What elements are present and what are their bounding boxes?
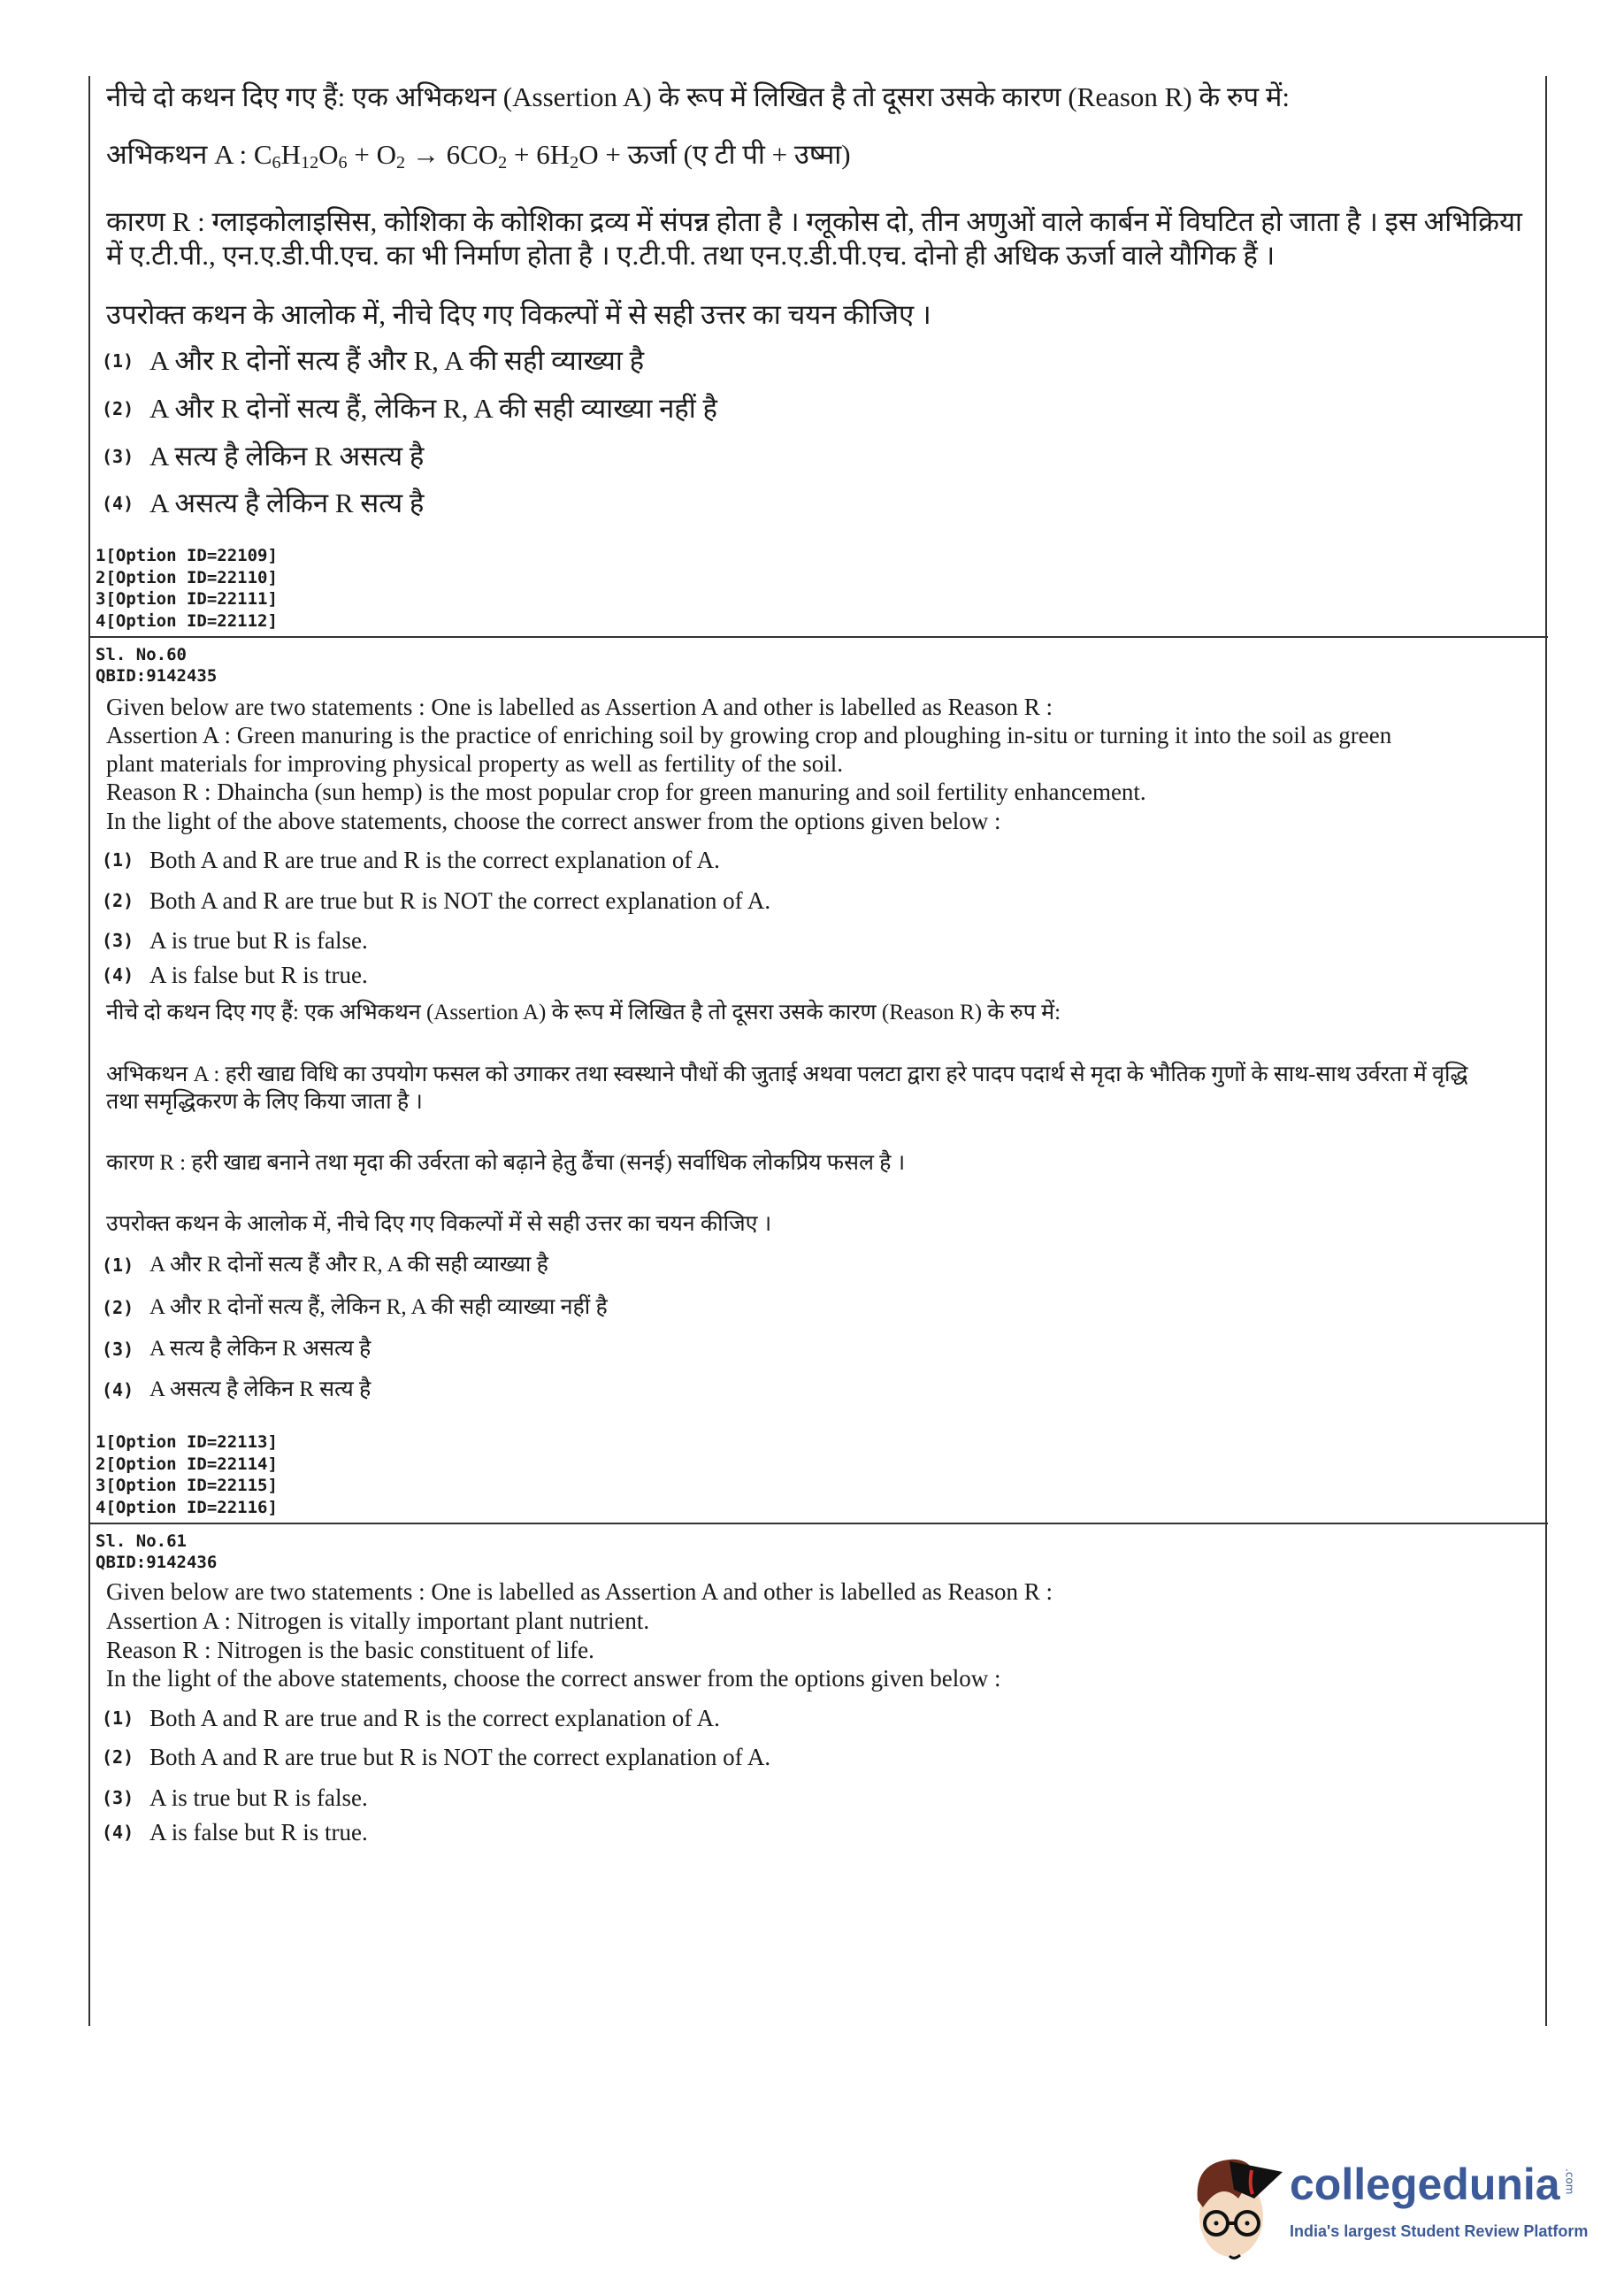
option-number: (3) — [102, 1787, 134, 1808]
option-number: (4) — [102, 493, 134, 514]
option-number: (4) — [102, 1379, 134, 1400]
option-id: 2[Option ID=22114] — [96, 1454, 278, 1474]
right-border — [1545, 76, 1547, 2026]
brand-tagline: India's largest Student Review Platform — [1290, 2222, 1589, 2240]
option-id: 3[Option ID=22111] — [96, 589, 278, 609]
option-number: (3) — [102, 446, 134, 467]
option-text: Both A and R are true and R is the correct explanation of A. — [149, 1705, 720, 1731]
option-number: (1) — [102, 350, 134, 372]
hindi-assertion-line: तथा समृद्धिकरण के लिए किया जाता है । — [106, 1090, 423, 1114]
option-text: Both A and R are true but R is NOT the correct explanation of A. — [149, 887, 771, 914]
option-number: (1) — [102, 1255, 134, 1276]
option-text: A is false but R is true. — [149, 962, 368, 988]
brand-domain: .com — [1563, 2168, 1576, 2195]
option-text: A is true but R is false. — [149, 1784, 368, 1811]
question-line: Assertion A : Nitrogen is vitally important plant nutrient. — [106, 1608, 650, 1634]
serial-number: Sl. No.60 — [96, 645, 187, 664]
option-number: (1) — [102, 1707, 134, 1729]
question-line: In the light of the above statements, choose the correct answer from the options given below : — [106, 1665, 1001, 1692]
collegedunia-logo — [1185, 2145, 1619, 2265]
student-mascot-icon — [1185, 2145, 1291, 2265]
option-number: (4) — [102, 1822, 134, 1843]
option-number: (3) — [102, 930, 134, 951]
option-id: 4[Option ID=22116] — [96, 1498, 278, 1517]
brand-name: collegedunia — [1290, 2160, 1560, 2209]
question-line: In the light of the above statements, choose the correct answer from the options given below : — [106, 808, 1001, 834]
option-id: 3[Option ID=22115] — [96, 1476, 278, 1495]
option-id: 4[Option ID=22112] — [96, 611, 278, 631]
section-divider — [89, 1523, 1548, 1524]
option-number: (2) — [102, 398, 134, 419]
left-border — [88, 76, 90, 2026]
question-line: Given below are two statements : One is labelled as Assertion A and other is labelled as Reason R : — [106, 1578, 1053, 1605]
option-id: 1[Option ID=22113] — [96, 1432, 278, 1452]
question-line: plant materials for improving physical property as well as fertility of the soil. — [106, 750, 844, 777]
q59-reason-line: में ए.टी.पी., एन.ए.डी.पी.एच. का भी निर्माण होता है । ए.टी.पी. तथा एन.ए.डी.पी.एच. दोनो ही अधिक ऊर्जा वाले यौगिक हैं । — [106, 240, 1275, 271]
q59-instruction: उपरोक्त कथन के आलोक में, नीचे दिए गए विकल्पों में से सही उत्तर का चयन कीजिए । — [106, 299, 931, 330]
qbid: QBID:9142436 — [96, 1553, 218, 1572]
option-text: A is false but R is true. — [149, 1819, 368, 1845]
option-text: A is true but R is false. — [149, 927, 368, 954]
option-text: A और R दोनों सत्य हैं, लेकिन R, A की सही व्याख्या नहीं है — [149, 1295, 608, 1319]
q59-assertion: अभिकथन A : $C_6H_{12}O_6 + O_2 \to 6CO_2 + 6H_2O$ + ऊर्जा (ए टी पी + उष्मा) — [106, 139, 851, 173]
option-number: (3) — [102, 1339, 134, 1360]
section-divider — [89, 636, 1548, 638]
option-text: A असत्य है लेकिन R सत्य है — [149, 487, 425, 518]
hindi-intro: नीचे दो कथन दिए गए हैं: एक अभिकथन (Assertion A) के रूप में लिखित है तो दूसरा उसके कारण (Reason R) के रुप में: — [106, 1001, 1061, 1024]
question-line: Given below are two statements : One is labelled as Assertion A and other is labelled as Reason R : — [106, 694, 1053, 720]
option-number: (1) — [102, 849, 134, 871]
question-line: Assertion A : Green manuring is the practice of enriching soil by growing crop and ploughing in-situ or turning it into the soil as green — [106, 722, 1392, 748]
option-number: (2) — [102, 1297, 134, 1318]
option-number: (4) — [102, 964, 134, 986]
option-text: A असत्य है लेकिन R सत्य है — [149, 1377, 372, 1401]
hindi-assertion-line: अभिकथन A : हरी खाद्य विधि का उपयोग फसल को उगाकर तथा स्वस्थाने पौधों की जुताई अथवा पलटा द्वारा हरे पादप पदार्थ से मृदा के भौतिक गुणों के साथ-साथ उर्वरता में वृद्धि — [106, 1063, 1468, 1086]
serial-number: Sl. No.61 — [96, 1531, 187, 1551]
option-text: A और R दोनों सत्य हैं, लेकिन R, A की सही व्याख्या नहीं है — [149, 393, 718, 424]
option-number: (2) — [102, 1746, 134, 1768]
question-line: Reason R : Dhaincha (sun hemp) is the most popular crop for green manuring and soil fertility enhancement. — [106, 779, 1146, 805]
option-text: A और R दोनों सत्य हैं और R, A की सही व्याख्या है — [149, 345, 645, 376]
option-text: A और R दोनों सत्य हैं और R, A की सही व्याख्या है — [149, 1253, 548, 1277]
brand-row — [1290, 2158, 1576, 2211]
option-id: 2[Option ID=22110] — [96, 568, 278, 587]
option-text: A सत्य है लेकिन R असत्य है — [149, 1337, 372, 1361]
question-line: Reason R : Nitrogen is the basic constituent of life. — [106, 1637, 594, 1663]
option-number: (2) — [102, 890, 134, 911]
option-id: 1[Option ID=22109] — [96, 546, 278, 565]
option-text: Both A and R are true and R is the correct explanation of A. — [149, 847, 720, 873]
option-text: Both A and R are true but R is NOT the correct explanation of A. — [149, 1744, 771, 1770]
q59-intro: नीचे दो कथन दिए गए हैं: एक अभिकथन (Assertion A) के रूप में लिखित है तो दूसरा उसके कारण (Reason R) के रुप में: — [106, 81, 1291, 112]
q59-reason-line: कारण R : ग्लाइकोलाइसिस, कोशिका के कोशिका द्रव्य में संपन्न होता है । ग्लूकोस दो, तीन अणुओं वाले कार्बन में विघटित हो जाता है । इस अभिक्रिया — [106, 206, 1522, 237]
hindi-reason: कारण R : हरी खाद्य बनाने तथा मृदा की उर्वरता को बढ़ाने हेतु ढैंचा (सनई) सर्वाधिक लोकप्रिय फसल है । — [106, 1151, 906, 1175]
qbid: QBID:9142435 — [96, 666, 218, 686]
hindi-instruction: उपरोक्त कथन के आलोक में, नीचे दिए गए विकल्पों में से सही उत्तर का चयन कीजिए । — [106, 1212, 772, 1236]
option-text: A सत्य है लेकिन R असत्य है — [149, 441, 425, 472]
